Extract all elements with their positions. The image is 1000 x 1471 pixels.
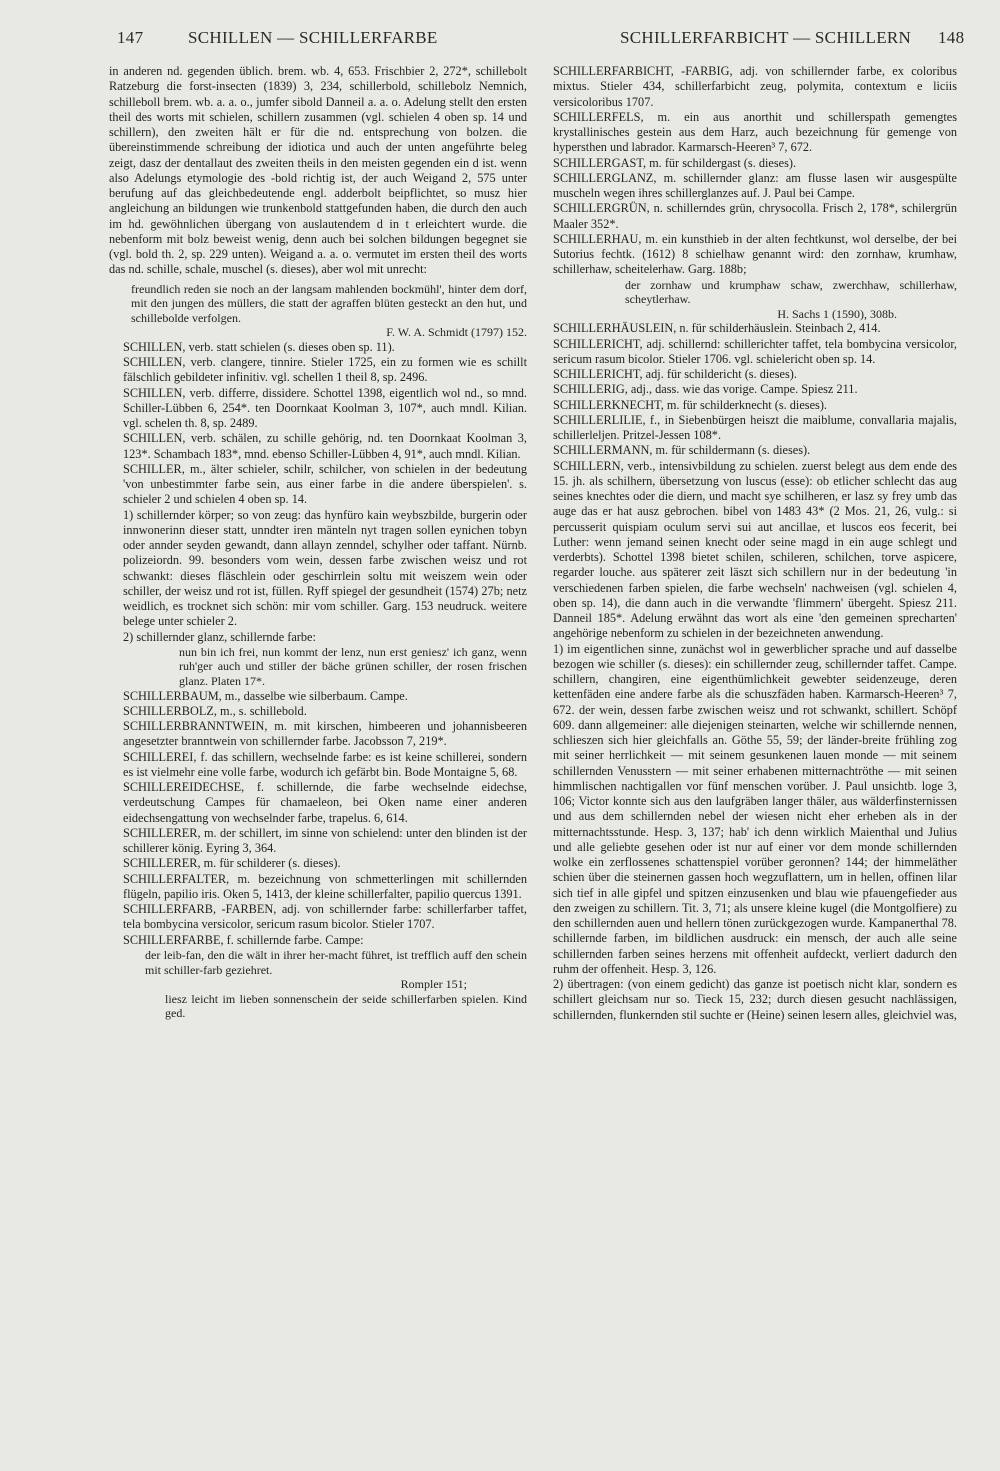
entry-schiller: SCHILLER, m., älter schieler, schilr, schilcher, von schielen in der bedeutung 'von unbestimmter farbe sein, aus einer farbe in die andere überspielen'. s. schieler 2 und schielen 4 oben sp. 14. (123, 461, 527, 507)
entry-schillerfels: SCHILLERFELS, m. ein aus anorthit und schillerspath gemengtes krystallinisches gestein aus dem Harz, auch bezeichnung für gemenge von hypersthen und labrador. Karmarsch-Heeren³ 7, 672. (553, 109, 957, 155)
entry-schillerbaum: SCHILLERBAUM, m., dasselbe wie silberbaum. Campe. (123, 688, 408, 703)
verse-quote: liesz leicht im lieben sonnenschein der seide schillerfarben spielen. Kind ged. (165, 991, 527, 1021)
entry-schillerhaeuslein: SCHILLERHÄUSLEIN, n. für schilderhäuslein. Steinbach 2, 414. (553, 321, 881, 336)
verse-quote: nun bin ich frei, nun kommt der lenz, nun erst geniesz' ich ganz, wenn ruh'ger auch und stiller der bäche grünen schiller, der rosen frischen glanz. Platen 17*. (179, 644, 527, 689)
verse-quote: der leib-fan, den die wält in ihrer her-macht führet, ist trefflich auff den schein mit schiller-farb geziehret. (145, 947, 527, 977)
entry-schiller-sense-2: 2) schillernder glanz, schillernde farbe: (123, 629, 316, 644)
entry-schillerfarb: SCHILLERFARB, -FARBEN, adj. von schillernder farbe: schillerfarber taffet, tela bombycina versicolor, sericum rasum bicolor. Stieler 1707. (123, 902, 527, 932)
left-running-title: SCHILLEN — SCHILLERFARBE (188, 28, 438, 47)
entry-schillerhau: SCHILLERHAU, m. ein kunsthieb in der alten fechtkunst, wol derselbe, der bei Sutorius fechtk. (1612) 8 schielhaw genannt wird: den zornhaw, krumhaw, schillerhaw, scheitelerhaw. Garg. 188b; (553, 231, 957, 277)
entry-schillericht-1: SCHILLERICHT, adj. schillernd: schillerichter taffet, tela bombycina versicolor, sericum rasum bicolor. Stieler 1706. vgl. schielericht oben sp. 14. (553, 336, 957, 366)
entry-schillen-2: SCHILLEN, verb. clangere, tinnire. Stieler 1725, ein zu formen wie es schillt fälschlich gebildeter infinitiv. vgl. schellen 1 theil 8, sp. 2496. (123, 355, 527, 385)
verse-quote: freundlich reden sie noch an der langsam mahlenden bockmühl', hinter dem dorf, mit den jungen des müllers, die statt der agraffen blüten gesteckt an den hut, und schillebolde verfolgen. (131, 281, 527, 325)
verse-quote: der zornhaw und krumphaw schaw, zwerchhaw, schillerhaw, scheytlerhaw. (625, 277, 957, 307)
entry-schillermann: SCHILLERMANN, m. für schildermann (s. dieses). (553, 443, 811, 458)
entry-schillen-1: SCHILLEN, verb. statt schielen (s. dieses oben sp. 11). (123, 339, 395, 354)
entry-schillerfalter: SCHILLERFALTER, m. bezeichnung von schmetterlingen mit schillernden flügeln, papilio iris. Oken 5, 1413, der kleine schillerfalter, papilio quercus 1391. (123, 871, 527, 901)
right-running-title: SCHILLERFARBICHT — SCHILLERN (620, 28, 912, 47)
entry-schillerei: SCHILLEREI, f. das schillern, wechselnde farbe: es ist keine schillerei, sondern es ist vielmehr eine volle farbe, wodurch ich gefärbt bin. Bode Montaigne 5, 68. (123, 749, 527, 779)
entry-schillergast: SCHILLERGAST, m. für schildergast (s. dieses). (553, 155, 797, 170)
entry-schillerknecht: SCHILLERKNECHT, m. für schilderknecht (s. dieses). (553, 397, 828, 412)
entry-continuation: in anderen nd. gegenden üblich. brem. wb. 4, 653. Frischbier 2, 272*, schillebolt Ratzeburg die forst-insecten (1839) 3, 234, schillerbold, schillebolz Nemnich, schilleboll brem. wb. a. a. o., jumfer sibold Danneil a. a. o. Adelung stellt den ersten theil des worts mit schielen, schillern zusammen (vgl. schielen 4 oben sp. 14 und schillern), den zweiten hält er für die nd. entsprechung von bolzen. die übereinstimmende schreibung der idiotica und auch der unten angeführte beleg zeigt, dasz der dentallaut des zweiten theils in den meisten gegenden ein d ist. wenn also Adelungs etymologie des -bold richtig ist, der auch Weigand 2, 575 unter berufung auf das gleichbedeutende engl. adderbolt beipflichtet, so musz hier angleichung an bildungen wie trunkenbold stattgefunden haben, die durch den auch im hd. gewöhnlichen übergang von auslautendem d in t erleichtert wurde. die nebenform mit bolz beweist wenig, denn auch bei solchen bildungen begegnet sie (vgl. bold th. 2, sp. 229 unten). Weigand a. a. o. vermutet im ersten theil des worts das nd. schille, schale, muschel (s. dieses), aber wol mit unrecht: (109, 64, 527, 277)
entry-schillen-4: SCHILLEN, verb. schälen, zu schille gehörig, nd. ten Doornkaat Koolman 3, 123*. Schambach 183*, mnd. ebenso Schiller-Lübben 4, 91*, auch mndl. Kilian. (123, 431, 527, 461)
entry-schillerig: SCHILLERIG, adj., dass. wie das vorige. Campe. Spiesz 211. (553, 382, 858, 397)
entry-schillerglanz: SCHILLERGLANZ, m. schillernder glanz: am flusse lasen wir ausgespülte muscheln wegen ihres schillerglanzes auf. J. Paul bei Campe. (553, 170, 957, 200)
left-page-number: 147 (117, 28, 144, 47)
entry-schillern: SCHILLERN, verb., intensivbildung zu schielen. zuerst belegt aus dem ende des 15. jh. als schilhern, übersetzung von luscus (esse): ob etlicher schlecht das aug seines knechtes oder die diern, und macht sye schilheren, er lasz sy frey umb das auge das er hat ausz gebrochen. bibel von 1483 43* (2 Mos. 21, 26, vulg.: si percusserit quispiam oculum servi sui aut ancillae, et luscos eos fecerit, bei Luther: wenn jemand seinen knecht oder seine magd in ein auge schlegt und verderbts). Schottel 1398 bietet schilen, schileren, schilchen, torve aspicere, regarder louche. aus späterer zeit läszt sich schillern nur in der bedeutung 'in verschiedenen farben spielen, die farbe wechseln' nachweisen (vgl. schielen 4, oben sp. 14), die dann auch in die verwandte 'flimmern' übergeht. Spiesz 211. Danneil 185*. Adelung erwähnt das wort als eine 'den gemeinen sprecharten' angehörige nebenform zu schielen in der bezeichneten anwendung. (553, 458, 957, 641)
right-column (539, 64, 957, 1023)
quote-source: F. W. A. Schmidt (1797) 152. (386, 325, 527, 340)
entry-schillerfarbe: SCHILLERFARBE, f. schillernde farbe. Campe: (123, 932, 364, 947)
entry-schillen-3: SCHILLEN, verb. differre, dissidere. Schottel 1398, eigentlich wol nd., so mnd. Schiller-Lübben 6, 254*. ten Doornkaat Koolman 3, 107*, auch mndl. Kilian. vgl. schelen th. 8, sp. 2489. (123, 385, 527, 431)
entry-schillericht-2: SCHILLERICHT, adj. für schildericht (s. dieses). (553, 367, 797, 382)
quote-source: H. Sachs 1 (1590), 308b. (777, 306, 897, 321)
entry-schillerfarbicht: SCHILLERFARBICHT, -FARBIG, adj. von schillernder farbe, ex coloribus mixtus. Stieler 434, schillerfarbicht zeug, polymita, contextum e liciis versicoloribus 1707. (553, 64, 957, 109)
quote-source: Rompler 151; (400, 977, 467, 992)
entry-schillerer-2: SCHILLERER, m. für schilderer (s. dieses). (123, 856, 341, 871)
entry-schillergruen: SCHILLERGRÜN, n. schillerndes grün, chrysocolla. Frisch 2, 178*, schilergrün Maaler 352*. (553, 201, 957, 231)
right-page-number: 148 (938, 28, 965, 47)
entry-schillerbranntwein: SCHILLERBRANNTWEIN, m. mit kirschen, himbeeren und johannisbeeren angesetzter branntwein von schillernder farbe. Jacobsson 7, 219*. (123, 719, 527, 749)
entry-schillereidechse: SCHILLEREIDECHSE, f. schillernde, die farbe wechselnde eidechse, verdeutschung Campes für chamaeleon, bei Oken name einer anderen eidechsengattung von wechselnder farbe, trapelus. 6, 614. (123, 780, 527, 825)
entry-schiller-sense-1: 1) schillernder körper; so von zeug: das hynfüro kain weybszbilde, burgerin oder innwonerinn dieser statt, unndter iren mänteln nyt tragen sollen eynichen tobyn oder annder seyden gewandt, dann allayn zenndel, schylher oder taffant. Nürnb. polizeiordn. 99. besonders vom wein, dessen farbe zwischen weisz und rot schwankt: dieses fläschlein oder geschirrlein soltu mit weiszem wein oder schiller, der weisz und rot ist, füllen. Ryff spiegel der gesundheit (1574) 27b; netz weidlich, es trocknet sich schön: mir vom schiller. Garg. 153 neudruck. weitere belege unter schieler 2. (123, 507, 527, 629)
entry-schillerlilie: SCHILLERLILIE, f., in Siebenbürgen heiszt die maiblume, convallaria majalis, schillerleljen. Pritzel-Jessen 108*. (553, 412, 957, 443)
entry-schillern-sense-2: 2) übertragen: (von einem gedicht) das ganze ist poetisch nicht klar, sondern es schillert gleichsam nur so. Tieck 15, 232; durch diesen gesucht nachlässigen, schillernden, flunkernden stil suchte er (Heine) seinen lesern alles, gleichviel was, (553, 977, 957, 1022)
entry-schillerer-1: SCHILLERER, m. der schillert, im sinne von schielend: unter den blinden ist der schillerer könig. Eyring 3, 364. (123, 825, 527, 856)
left-column (109, 64, 527, 1021)
entry-schillern-sense-1: 1) im eigentlichen sinne, zunächst wol in gewerblicher sprache und auf dasselbe bezogen wie schiller (s. dieses): ein schillernder zeug, schillernder taffet. Campe. schillern, changiren, eine eigenthümlichkeit gewebter seidenzeuge, deren kettenfäden eine andere farbe als die schuszfäden haben. Karmarsch-Heeren³ 7, 672. der wein, dessen farbe zwischen weisz und rot schwankt, schillert. Schöpf 609. dann allgemeiner: alle diejenigen steinarten, welche wir schillernde nennen, schlieszen sich hier gleichfalls an. Göthe 55, 59; der länder-breite frühling zog mit seiner herrlichkeit — mit seinem gesunkenen lauen monde — mit seinem schillernden Venusstern — mit seiner erhabenen mitternachtröthe — mit seinen himmlischen nachtigallen vor fünf menschen vorüber. J. Paul unsichtb. loge 3, 106; Victor konnte sich aus den laufgräben langer thäler, aus wälderfinsternissen und aus dem schillernden nebel der wiesen nicht eher erheben als in der mitternachtsstunde. Hesp. 3, 137; hab' ich denn wirklich Maienthal und Julius und alle geliebte gesehen oder ist nur auf einer vor dem monde schillernden wolke ein zerflossenes schattenspiel vorüber geronnen? 144; der himmeläther schien über die steinernen gassen hoch wegzuflattern, um in hellen, offinen lilar sich tief in alle gipfel und spitzen einzusenken und blau wie pfauengefieder aus den zweigen zu schillern. Tit. 3, 71; als unsere kleine kugel (die Montgolfiere) zu den schillernden auen und hellern tönen zurückgezogen wurde. Kampanerthal 78. schillernde farben, im bildlichen ausdruck: ein mensch, der auch alle seine schillernden farben seines herzens mit offenheit aufdeckt, verliert dadurch den ruhm der offenheit. Hesp. 3, 126. (553, 641, 957, 976)
entry-schillerbolz: SCHILLERBOLZ, m., s. schillebold. (123, 703, 307, 718)
